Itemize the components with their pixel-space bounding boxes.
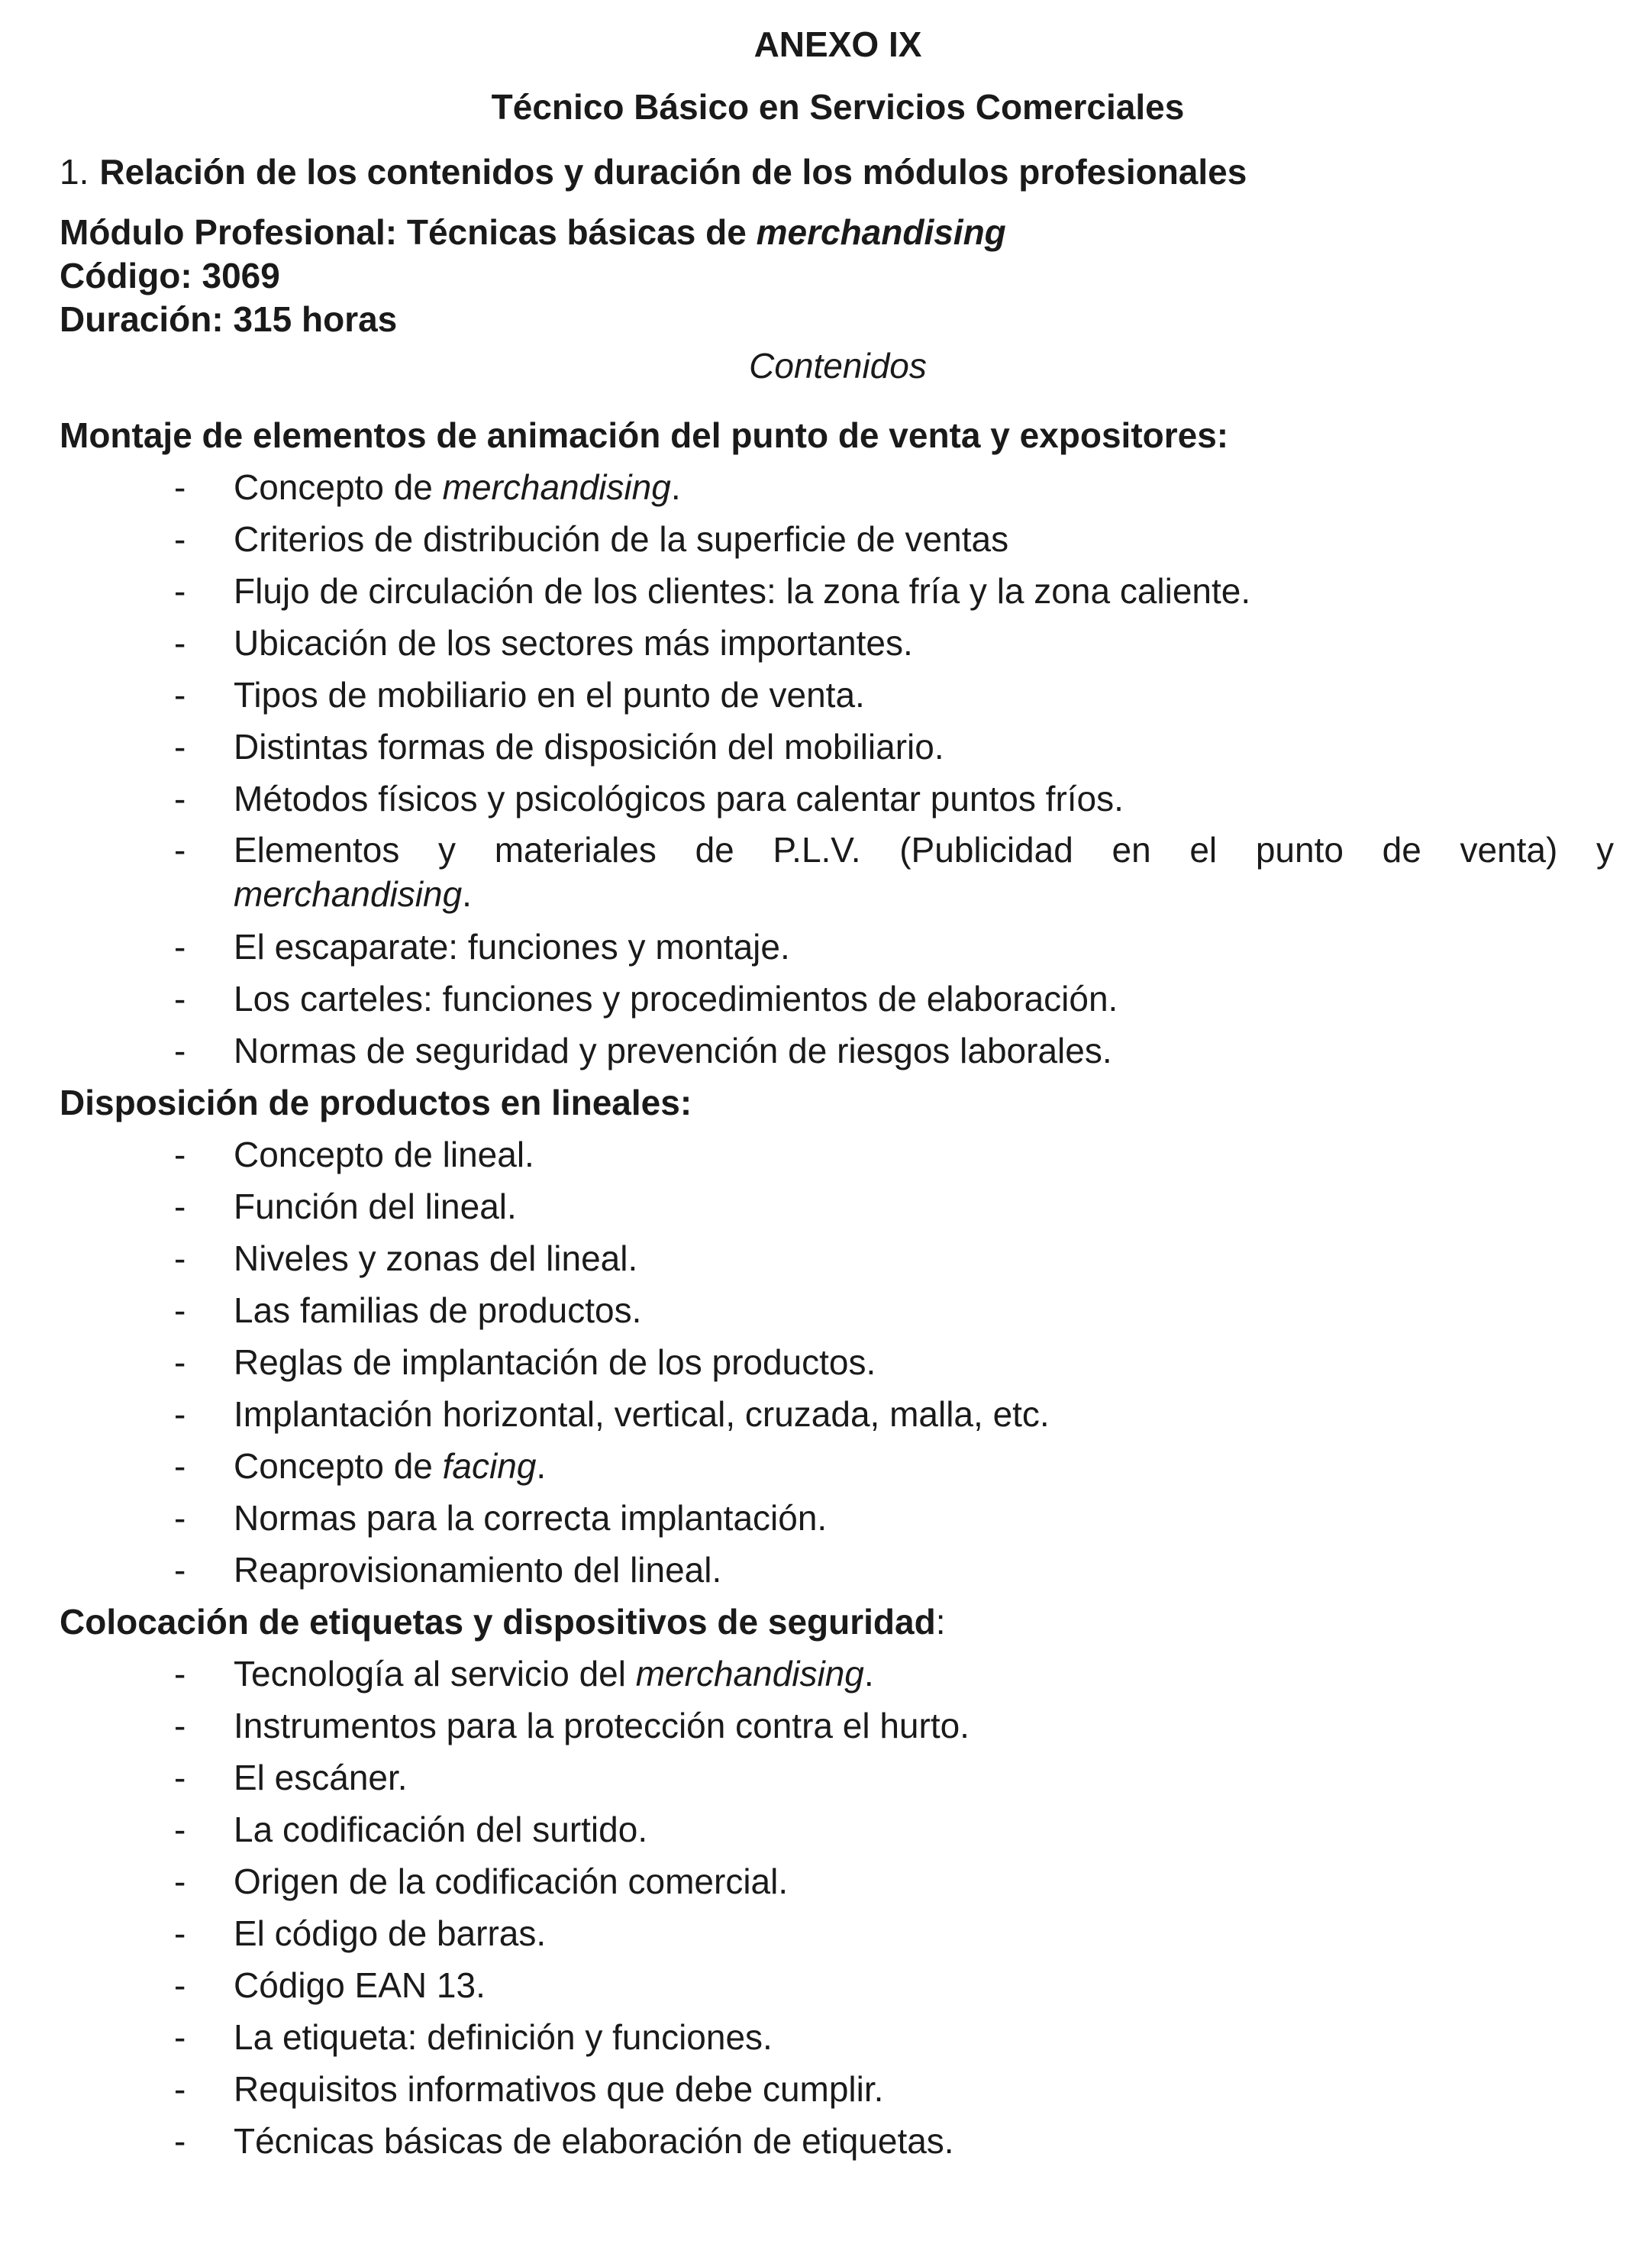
- item-text: La codificación del surtido.: [234, 1810, 648, 1849]
- item-italic: facing: [442, 1446, 537, 1486]
- item-text: Tipos de mobiliario en el punto de venta.: [234, 675, 865, 715]
- item-text: Reglas de implantación de los productos.: [234, 1342, 876, 1382]
- group-heading-text: Colocación de etiquetas y dispositivos de seguridad: [60, 1602, 936, 1642]
- module-info: [60, 211, 1006, 341]
- list-item: [60, 1336, 1614, 1388]
- item-text: Requisitos informativos que debe cumplir.: [234, 2069, 884, 2109]
- module-name-italic: merchandising: [756, 212, 1006, 252]
- bullet-dash: -: [174, 1498, 186, 1538]
- item-text: Tecnología al servicio del: [234, 1654, 636, 1694]
- item-text: Niveles y zonas del lineal.: [234, 1238, 638, 1278]
- list-item: [60, 1700, 1614, 1752]
- item-text: Métodos físicos y psicológicos para calentar puntos fríos.: [234, 779, 1124, 819]
- item-text: Las familias de productos.: [234, 1290, 642, 1330]
- item-text-end: .: [462, 874, 472, 914]
- list-item: [60, 2011, 1614, 2063]
- group-heading-disposicion: Disposición de productos en lineales:: [60, 1083, 692, 1122]
- list-item: [60, 513, 1614, 565]
- list-item: [60, 2115, 1614, 2167]
- bullet-dash: -: [174, 1758, 186, 1797]
- item-text: Flujo de circulación de los clientes: la zona fría y la zona caliente.: [234, 571, 1251, 611]
- bullet-dash: -: [174, 571, 186, 611]
- item-text: El escaparate: funciones y montaje.: [234, 927, 790, 967]
- bullet-dash: -: [174, 1187, 186, 1226]
- group-list-disposicion: [60, 1128, 1614, 1596]
- bullet-dash: -: [174, 1810, 186, 1849]
- list-item: [60, 2063, 1614, 2115]
- bullet-dash: -: [174, 1135, 186, 1174]
- item-text: Reaprovisionamiento del lineal.: [234, 1550, 722, 1590]
- module-name-prefix: Módulo Profesional: Técnicas básicas de: [60, 212, 757, 252]
- item-text-end: .: [670, 467, 681, 507]
- list-item: [60, 825, 1614, 921]
- bullet-dash: -: [174, 1550, 186, 1590]
- item-text: Normas para la correcta implantación.: [234, 1498, 828, 1538]
- item-text: Implantación horizontal, vertical, cruzada, malla, etc.: [234, 1394, 1050, 1434]
- list-item: [60, 721, 1614, 773]
- item-text: El escáner.: [234, 1758, 408, 1797]
- list-item: [60, 1232, 1614, 1284]
- item-text: La etiqueta: definición y funciones.: [234, 2017, 773, 2057]
- list-item: [60, 1180, 1614, 1232]
- annex-title: ANEXO IX: [753, 24, 922, 64]
- section-title-text: Relación de los contenidos y duración de los módulos profesionales: [99, 152, 1247, 192]
- item-italic: merchandising: [442, 467, 671, 507]
- section-heading: [60, 147, 1247, 196]
- bullet-dash: -: [174, 1706, 186, 1745]
- bullet-dash: -: [174, 1913, 186, 1953]
- list-item: [60, 921, 1614, 973]
- bullet-dash: -: [174, 830, 186, 870]
- list-item: [60, 1959, 1614, 2011]
- bullet-dash: -: [174, 1654, 186, 1694]
- bullet-dash: -: [174, 1342, 186, 1382]
- item-text: Código EAN 13.: [234, 1965, 486, 2005]
- item-text-end: .: [863, 1654, 874, 1694]
- item-text: Concepto de: [234, 467, 443, 507]
- bullet-dash: -: [174, 467, 186, 507]
- item-text: Concepto de: [234, 1446, 443, 1486]
- bullet-dash: -: [174, 979, 186, 1019]
- module-name: [60, 211, 1006, 254]
- list-item: [60, 617, 1614, 669]
- group-heading-montaje: Montaje de elementos de animación del punto de venta y expositores:: [60, 415, 1229, 455]
- list-item: [60, 461, 1614, 513]
- item-text: Los carteles: funciones y procedimientos de elaboración.: [234, 979, 1118, 1019]
- bullet-dash: -: [174, 675, 186, 715]
- group-heading-colon: :: [935, 1602, 946, 1642]
- list-item: [60, 1128, 1614, 1180]
- bullet-dash: -: [174, 1446, 186, 1486]
- section-number: 1.: [60, 152, 89, 192]
- bullet-dash: -: [174, 2017, 186, 2057]
- bullet-dash: -: [174, 1290, 186, 1330]
- item-text: Criterios de distribución de la superficie de ventas: [234, 519, 1009, 559]
- item-text-end: .: [536, 1446, 547, 1486]
- item-text: Ubicación de los sectores más importantes.: [234, 623, 913, 663]
- item-text: Instrumentos para la protección contra el hurto.: [234, 1706, 970, 1745]
- group-list-colocacion: [60, 1648, 1614, 2167]
- bullet-dash: -: [174, 727, 186, 767]
- list-item: [60, 1544, 1614, 1596]
- group-list-montaje: [60, 461, 1614, 1077]
- bullet-dash: -: [174, 2121, 186, 2161]
- item-text: Concepto de lineal.: [234, 1135, 534, 1174]
- module-duration: Duración: 315 horas: [60, 299, 398, 339]
- bullet-dash: -: [174, 1031, 186, 1070]
- list-item: [60, 1025, 1614, 1077]
- bullet-dash: -: [174, 2069, 186, 2109]
- list-item: [60, 1855, 1614, 1907]
- bullet-dash: -: [174, 519, 186, 559]
- bullet-dash: -: [174, 927, 186, 967]
- list-item: [60, 565, 1614, 617]
- list-item: [60, 1907, 1614, 1959]
- item-text: Distintas formas de disposición del mobiliario.: [234, 727, 944, 767]
- item-text: El código de barras.: [234, 1913, 547, 1953]
- list-item: [60, 973, 1614, 1025]
- bullet-dash: -: [174, 1238, 186, 1278]
- bullet-dash: -: [174, 779, 186, 819]
- item-text: Origen de la codificación comercial.: [234, 1861, 789, 1901]
- list-item: [60, 1648, 1614, 1700]
- contents-label: Contenidos: [749, 346, 927, 386]
- item-text: Técnicas básicas de elaboración de etiquetas.: [234, 2121, 954, 2161]
- list-item: [60, 1803, 1614, 1855]
- item-text: Función del lineal.: [234, 1187, 517, 1226]
- list-item: [60, 1492, 1614, 1544]
- list-item: [60, 773, 1614, 825]
- document-subtitle: Técnico Básico en Servicios Comerciales: [491, 87, 1185, 127]
- list-item: [60, 1440, 1614, 1492]
- bullet-dash: -: [174, 623, 186, 663]
- group-heading-colocacion: [60, 1596, 1614, 1648]
- item-text: Normas de seguridad y prevención de riesgos laborales.: [234, 1031, 1112, 1070]
- bullet-dash: -: [174, 1965, 186, 2005]
- contents-body: [60, 409, 1614, 2167]
- list-item: [60, 669, 1614, 721]
- list-item: [60, 1752, 1614, 1803]
- bullet-dash: -: [174, 1861, 186, 1901]
- bullet-dash: -: [174, 1394, 186, 1434]
- list-item: [60, 1284, 1614, 1336]
- item-text: Elementos y materiales de P.L.V. (Publicidad en el punto de venta) y: [234, 830, 1614, 870]
- module-code: Código: 3069: [60, 256, 280, 295]
- list-item: [60, 1388, 1614, 1440]
- item-italic: merchandising: [635, 1654, 864, 1694]
- item-italic: merchandising: [234, 874, 463, 914]
